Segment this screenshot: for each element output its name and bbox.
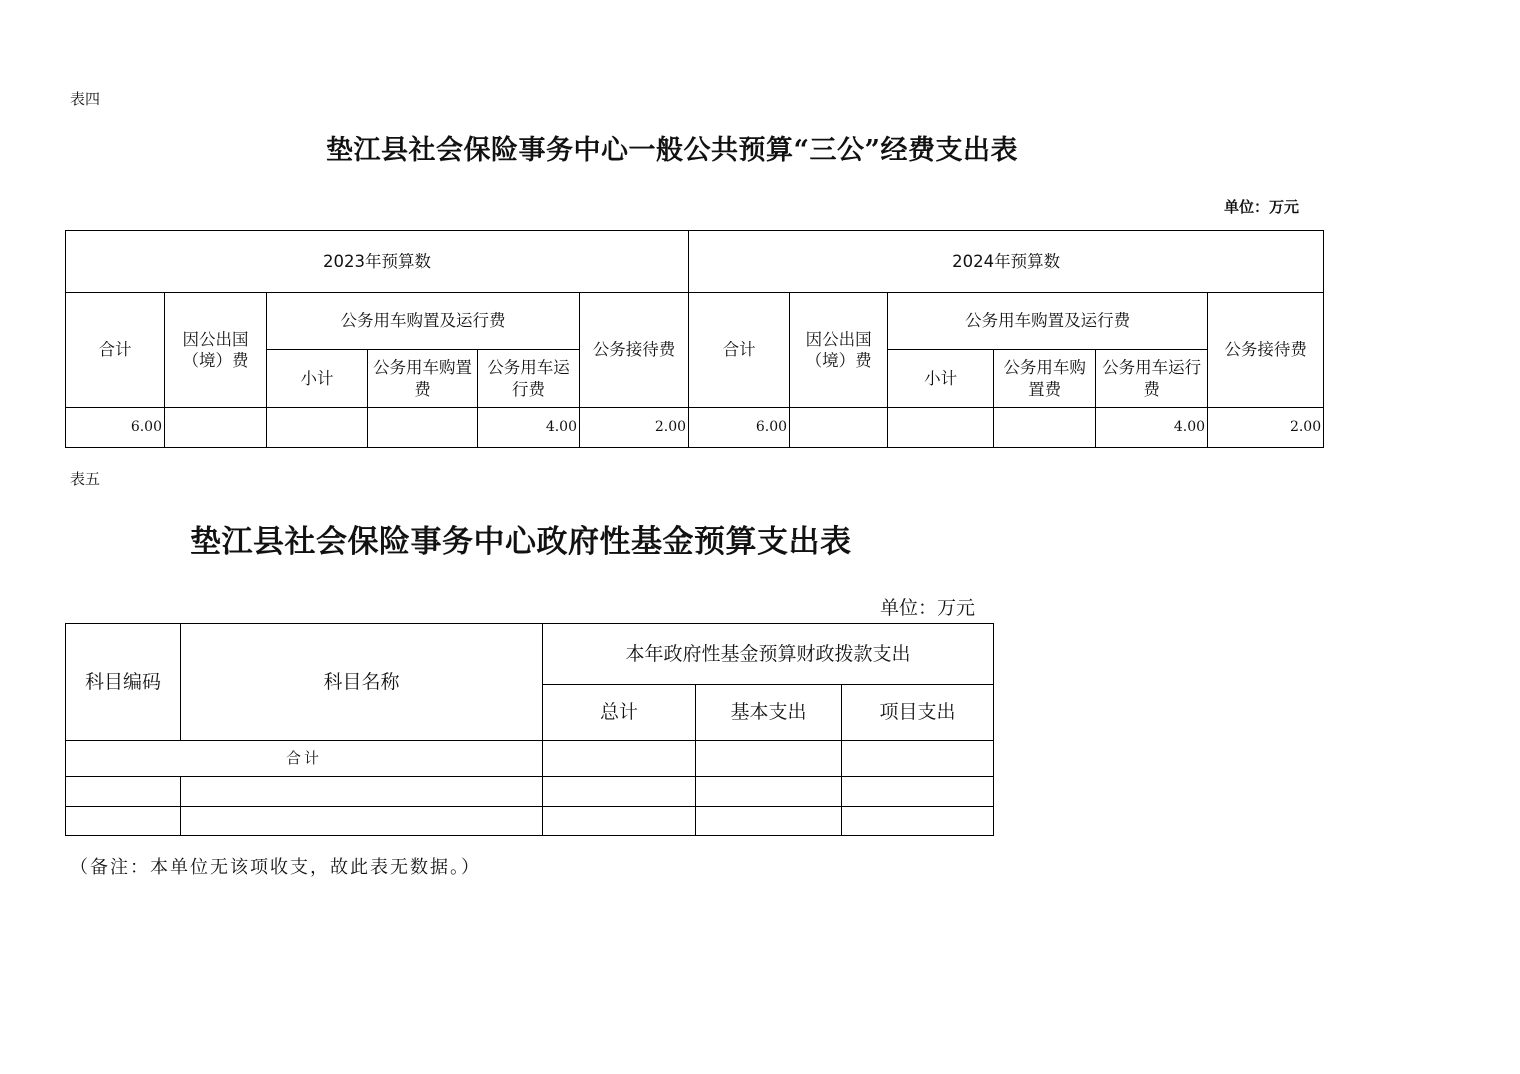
table-cell [66,777,181,807]
header-reception-2023: 公务接待费 [580,293,689,408]
header-abroad-2023: 因公出国（境）费 [165,293,267,408]
header-car-operation-2024: 公务用车运行费 [1096,350,1208,408]
header-2023-budget: 2023年预算数 [66,231,689,293]
value-total-2024: 6.00 [689,408,790,448]
value-abroad-2024 [790,408,888,448]
header-total-2024: 合计 [689,293,790,408]
three-public-expense-table [65,230,1324,448]
header-project-expenditure: 项目支出 [842,685,994,741]
table-row [66,777,994,807]
value-abroad-2023 [165,408,267,448]
header-car-purchase-2023: 公务用车购置费 [368,350,478,408]
table5-title: 垫江县社会保险事务中心政府性基金预算支出表 [190,524,852,560]
header-grand-total: 总计 [543,685,696,741]
header-basic-expenditure: 基本支出 [696,685,842,741]
value-car-purchase-2024 [994,408,1096,448]
header-car-operation-2023: 公务用车运行费 [478,350,580,408]
header-subtotal-2024: 小计 [888,350,994,408]
header-2024-budget: 2024年预算数 [689,231,1324,293]
table5-label: 表五 [70,470,101,488]
value-total-2023: 6.00 [66,408,165,448]
table4-title: 垫江县社会保险事务中心一般公共预算“三公”经费支出表 [326,135,1019,166]
table4-label: 表四 [70,90,101,108]
table-row [66,741,994,777]
table-cell [543,807,696,836]
table-cell [543,777,696,807]
table-cell [696,777,842,807]
table-cell [842,741,994,777]
value-car-purchase-2023 [368,408,478,448]
table-cell [181,807,543,836]
table-row [66,807,994,836]
header-abroad-2024: 因公出国（境）费 [790,293,888,408]
table-cell [842,807,994,836]
header-car-group-2024: 公务用车购置及运行费 [888,293,1208,350]
header-subtotal-2023: 小计 [267,350,368,408]
table-cell [543,741,696,777]
header-subject-code: 科目编码 [66,624,181,741]
header-fund-expenditure: 本年政府性基金预算财政拨款支出 [543,624,994,685]
header-car-purchase-2024: 公务用车购置费 [994,350,1096,408]
value-reception-2023: 2.00 [580,408,689,448]
table4-unit: 单位：万元 [1224,198,1300,216]
table5-unit: 单位：万元 [880,597,976,619]
table-cell [181,777,543,807]
value-car-operation-2024: 4.00 [1096,408,1208,448]
table-cell [66,807,181,836]
header-car-group-2023: 公务用车购置及运行费 [267,293,580,350]
value-reception-2024: 2.00 [1208,408,1324,448]
table-cell [696,741,842,777]
value-subtotal-2024 [888,408,994,448]
table-cell [842,777,994,807]
table-cell [696,807,842,836]
header-subject-name: 科目名称 [181,624,543,741]
value-car-operation-2023: 4.00 [478,408,580,448]
table5-note: （备注：本单位无该项收支，故此表无数据。） [70,857,481,878]
header-reception-2024: 公务接待费 [1208,293,1324,408]
total-row-label: 合计 [66,741,543,777]
value-subtotal-2023 [267,408,368,448]
header-total-2023: 合计 [66,293,165,408]
government-fund-table [65,623,994,836]
